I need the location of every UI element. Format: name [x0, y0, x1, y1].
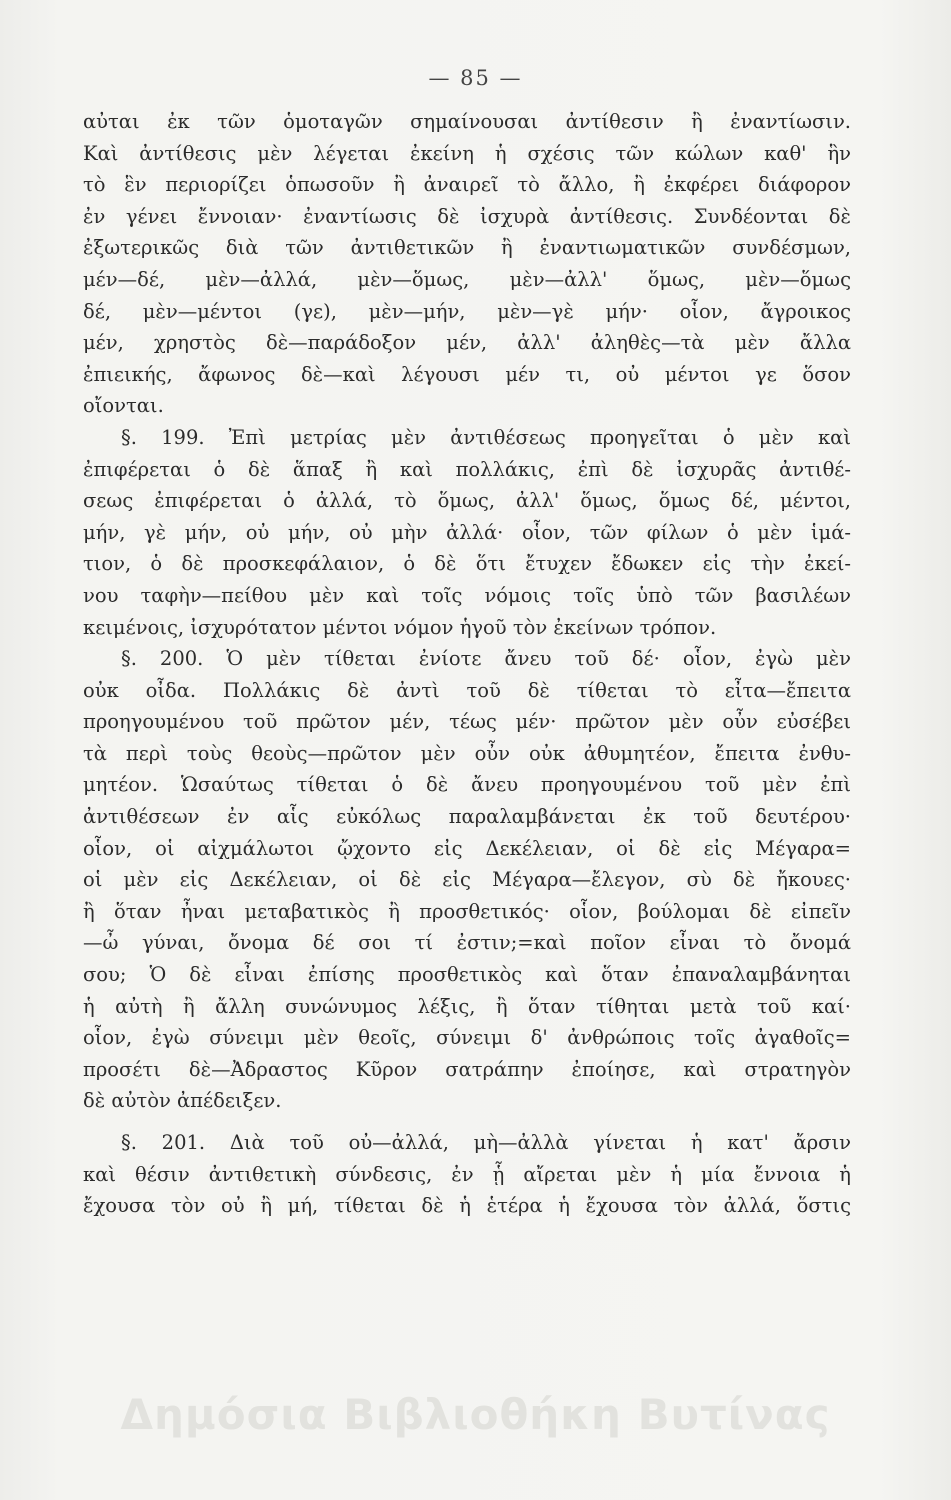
text-line: οὐκ οἶδα. Πολλάκις δὲ ἀντὶ τοῦ δὲ τίθεται τὸ εἶτα—ἔπειτα: [83, 678, 851, 702]
section-heading-200: §. 200. Ὁ μὲν τίθεται ἐνίοτε ἄνευ τοῦ δέ· οἷον, ἐγὼ μὲν: [121, 647, 851, 671]
text-line: ἐπιεικής, ἄφωνος δὲ—καὶ λέγουσι μέν τι, οὐ μέντοι γε ὅσον: [83, 362, 851, 386]
text-line: οἴονται.: [83, 394, 164, 418]
text-line: Καὶ ἀντίθεσις μὲν λέγεται ἐκείνη ἡ σχέσις τῶν κώλων καθ' ἣν: [83, 141, 851, 165]
text-line: τὰ περὶ τοὺς θεοὺς—πρῶτον μὲν οὖν οὐκ ἀθυμητέον, ἔπειτα ἐνθυ-: [83, 741, 851, 765]
section-heading-201: §. 201. Διὰ τοῦ οὐ—ἀλλά, μὴ—ἀλλὰ γίνεται ἡ κατ' ἄρσιν: [121, 1131, 851, 1154]
text-line: οἱ μὲν εἰς Δεκέλειαν, οἱ δὲ εἰς Μέγαρα—ἔλεγον, σὺ δὲ ἤκουες·: [83, 868, 851, 892]
text-line: μέν, χρηστὸς δὲ—παράδοξον μέν, ἀλλ' ἀληθὲς—τὰ μὲν ἄλλα: [83, 331, 851, 355]
text-line: —ὦ γύναι, ὄνομα δέ σοι τί ἐστιν;=καὶ ποῖον εἶναι τὸ ὄνομά: [83, 931, 851, 955]
text-line: προσέτι δὲ—Ἀδραστος Κῦρον σατράπην ἐποίησε, καὶ στρατηγὸν: [83, 1057, 851, 1081]
section-heading-199: §. 199. Ἐπὶ μετρίας μὲν ἀντιθέσεως προηγεῖται ὁ μὲν καὶ: [121, 425, 851, 449]
text-line: κειμένοις, ἰσχυρότατον μέντοι νόμον ἡγοῦ τὸν ἐκείνων τρόπον.: [83, 615, 717, 639]
text-line: σου; Ὁ δὲ εἶναι ἐπίσης προσθετικὸς καὶ ὅταν ἐπαναλαμβάνηται: [83, 963, 851, 987]
page-number: — 85 —: [428, 66, 523, 90]
text-line: ἐν γένει ἔννοιαν· ἐναντίωσις δὲ ἰσχυρὰ ἀντίθεσις. Συνδέονται δὲ: [83, 204, 851, 228]
text-line: τὸ ἓν περιορίζει ὁπωσοῦν ἢ ἀναιρεῖ τὸ ἄλλο, ἢ ἐκφέρει διάφορον: [83, 173, 851, 197]
text-line: σεως ἐπιφέρεται ὁ ἀλλά, τὸ ὅμως, ἀλλ' ὅμως, ὅμως δέ, μέντοι,: [83, 489, 851, 513]
text-line: μητέον. Ὡσαύτως τίθεται ὁ δὲ ἄνευ προηγουμένου τοῦ μὲν ἐπὶ: [83, 773, 851, 797]
text-line: δέ, μὲν—μέντοι (γε), μὲν—μήν, μὲν—γὲ μήν· οἷον, ἄγροικος: [83, 299, 851, 323]
text-line: οἷον, ἐγὼ σύνειμι μὲν θεοῖς, σύνειμι δ' ἀνθρώποις τοῖς ἀγαθοῖς=: [83, 1026, 851, 1050]
text-line: νου ταφὴν—πείθου μὲν καὶ τοῖς νόμοις τοῖς ὑπὸ τῶν βασιλέων: [83, 583, 851, 607]
text-line: ἢ ὅταν ἦναι μεταβατικὸς ἢ προσθετικός· οἷον, βούλομαι δὲ εἰπεῖν: [83, 899, 851, 923]
text-line: καὶ θέσιν ἀντιθετικὴ σύνδεσις, ἐν ᾗ αἴρεται μὲν ἡ μία ἔννοια ἡ: [83, 1162, 851, 1186]
library-watermark: Δημόσια Βιβλιοθήκη Βυτίνας: [120, 1390, 831, 1439]
text-line: ἐξωτερικῶς διὰ τῶν ἀντιθετικῶν ἢ ἐναντιωματικῶν συνδέσμων,: [83, 236, 851, 260]
text-line: μέν—δέ, μὲν—ἀλλά, μὲν—ὅμως, μὲν—ἀλλ' ὅμως, μὲν—ὅμως: [83, 267, 851, 291]
text-line: ἐπιφέρεται ὁ δὲ ἅπαξ ἢ καὶ πολλάκις, ἐπὶ δὲ ἰσχυρᾶς ἀντιθέ-: [83, 457, 851, 481]
text-line: οἷον, οἱ αἰχμάλωτοι ᾤχοντο εἰς Δεκέλειαν, οἱ δὲ εἰς Μέγαρα=: [83, 836, 851, 860]
text-line: τιον, ὁ δὲ προσκεφάλαιον, ὁ δὲ ὅτι ἔτυχεν ἔδωκεν εἰς τὴν ἐκεί-: [83, 552, 851, 576]
text-line: μήν, γὲ μήν, οὐ μήν, οὐ μὴν ἀλλά· οἷον, τῶν φίλων ὁ μὲν ἱμά-: [83, 520, 851, 544]
text-line: ἡ αὐτὴ ἢ ἄλλη συνώνυμος λέξις, ἢ ὅταν τίθηται μετὰ τοῦ καί·: [83, 994, 851, 1018]
text-line: αὐται ἐκ τῶν ὁμοταγῶν σημαίνουσαι ἀντίθεσιν ἢ ἐναντίωσιν.: [83, 110, 851, 133]
text-line: δὲ αὐτὸν ἀπέδειξεν.: [83, 1089, 282, 1113]
body-text: [83, 106, 851, 1222]
text-line: ἔχουσα τὸν οὐ ἢ μή, τίθεται δὲ ἡ ἑτέρα ἡ ἔχουσα τὸν ἀλλά, ὅστις: [83, 1194, 851, 1218]
text-line: ἀντιθέσεων ἐν αἷς εὐκόλως παραλαμβάνεται ἐκ τοῦ δευτέρου·: [83, 805, 851, 829]
text-line: προηγουμένου τοῦ πρῶτον μέν, τέως μέν· πρῶτον μὲν οὖν εὐσέβει: [83, 710, 851, 734]
